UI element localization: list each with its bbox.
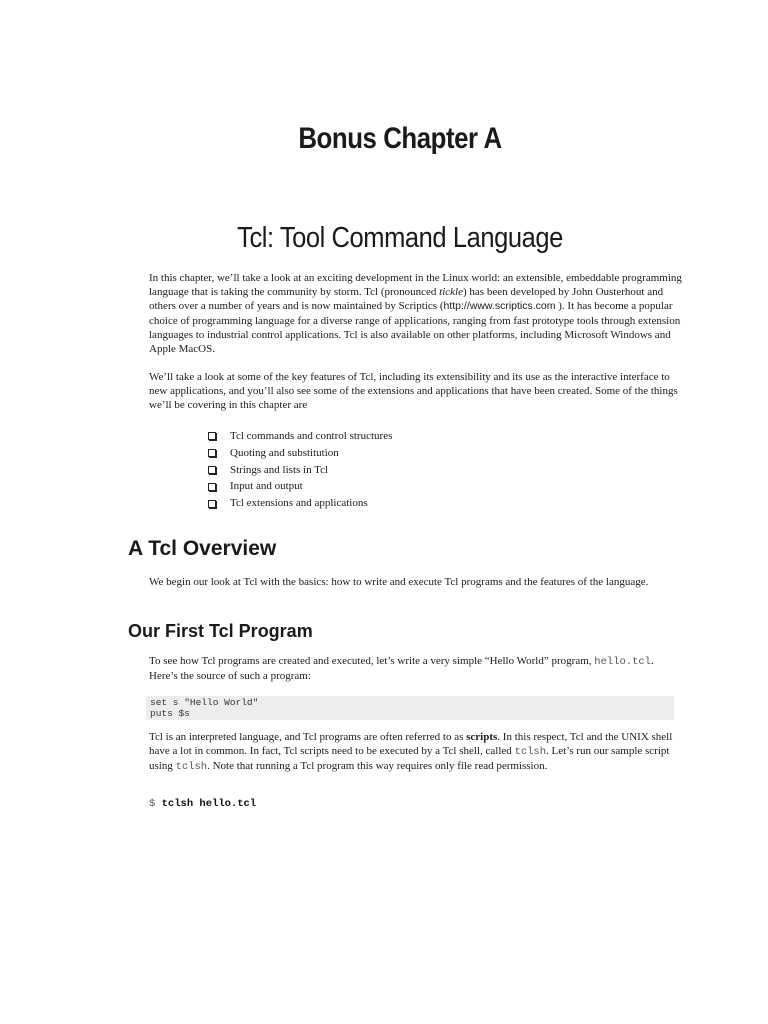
chapter-topics-list	[208, 428, 392, 512]
checkbox-bullet-icon	[208, 483, 216, 491]
shell-prompt: $	[149, 798, 162, 810]
filename-code: hello.tcl	[594, 656, 651, 668]
first-program-text-2: . Here’s the source of such a program:	[149, 655, 654, 683]
bonus-chapter-title: Bonus Chapter A	[298, 122, 502, 155]
intro-paragraph	[149, 271, 684, 356]
interpreted-text-4: . Note that running a Tcl program this way requires only file read permission.	[207, 760, 548, 773]
intro-text-3: ). It has become a popular choice of programming language for a diverse range of applications, ranging from fast prototype tools through extension languages to industrial control applications. Tcl is also available on other platforms, including Microsoft Windows and Apple MacOS.	[149, 300, 681, 356]
section-heading-first-program: Our First Tcl Program	[128, 621, 313, 641]
list-item-label: Tcl extensions and applications	[230, 497, 368, 510]
command-text: tclsh hello.tcl	[161, 798, 257, 810]
tclsh-code: tclsh	[514, 746, 547, 759]
checkbox-bullet-icon	[208, 466, 216, 474]
list-item	[208, 445, 392, 462]
interpreted-paragraph	[149, 730, 684, 775]
intro-text-1: In this chapter, we’ll take a look at an exciting development in the Linux world: an extensible, embeddable programming language that is taking the community by storm. Tcl (pronounced	[149, 272, 682, 299]
list-item	[208, 428, 392, 445]
list-item-label: Strings and lists in Tcl	[230, 463, 329, 476]
interpreted-text-2: . In this respect, Tcl and the UNIX shell have a lot in common. In fact, Tcl scripts need to be executed by a Tcl shell, called	[149, 731, 673, 758]
checkbox-bullet-icon	[208, 449, 216, 457]
scripts-term: scripts	[466, 731, 498, 743]
chapter-title: Tcl: Tool Command Language	[237, 222, 563, 254]
features-paragraph: We’ll take a look at some of the key features of Tcl, including its extensibility and its use as the interactive interface to new applications, and you’ll also see some of the extensions and applications that have been created. Some of the things we’ll be covering in this chapter are	[149, 371, 678, 412]
first-program-paragraph	[149, 654, 684, 683]
list-item	[208, 462, 392, 479]
list-item-label: Tcl commands and control structures	[230, 430, 393, 442]
checkbox-bullet-icon	[208, 432, 216, 440]
code-listing: set s "Hello World" puts $s	[146, 696, 674, 720]
command-example	[149, 798, 256, 810]
list-item-label: Quoting and substitution	[230, 446, 339, 459]
tclsh-code: tclsh	[175, 761, 208, 774]
intro-text-2: ) has been developed by John Ousterhout and others over a number of years and is now maintained by Scriptics (	[149, 286, 664, 313]
checkbox-bullet-icon	[208, 500, 216, 508]
overview-paragraph: We begin our look at Tcl with the basics: how to write and execute Tcl programs and the features of the language.	[149, 576, 649, 588]
intro-pronunciation: tickle	[439, 286, 463, 299]
list-item	[208, 478, 392, 495]
interpreted-text-3: . Let’s run our sample script using	[149, 745, 670, 773]
interpreted-text-1: Tcl is an interpreted language, and Tcl programs are often referred to as	[149, 731, 467, 743]
section-heading-overview: A Tcl Overview	[128, 537, 277, 560]
list-item	[208, 495, 392, 512]
scriptics-url: http://www.scriptics.com	[443, 300, 556, 313]
first-program-text-1: To see how Tcl programs are created and executed, let’s write a very simple “Hello World” program,	[149, 655, 595, 667]
list-item-label: Input and output	[230, 480, 303, 493]
